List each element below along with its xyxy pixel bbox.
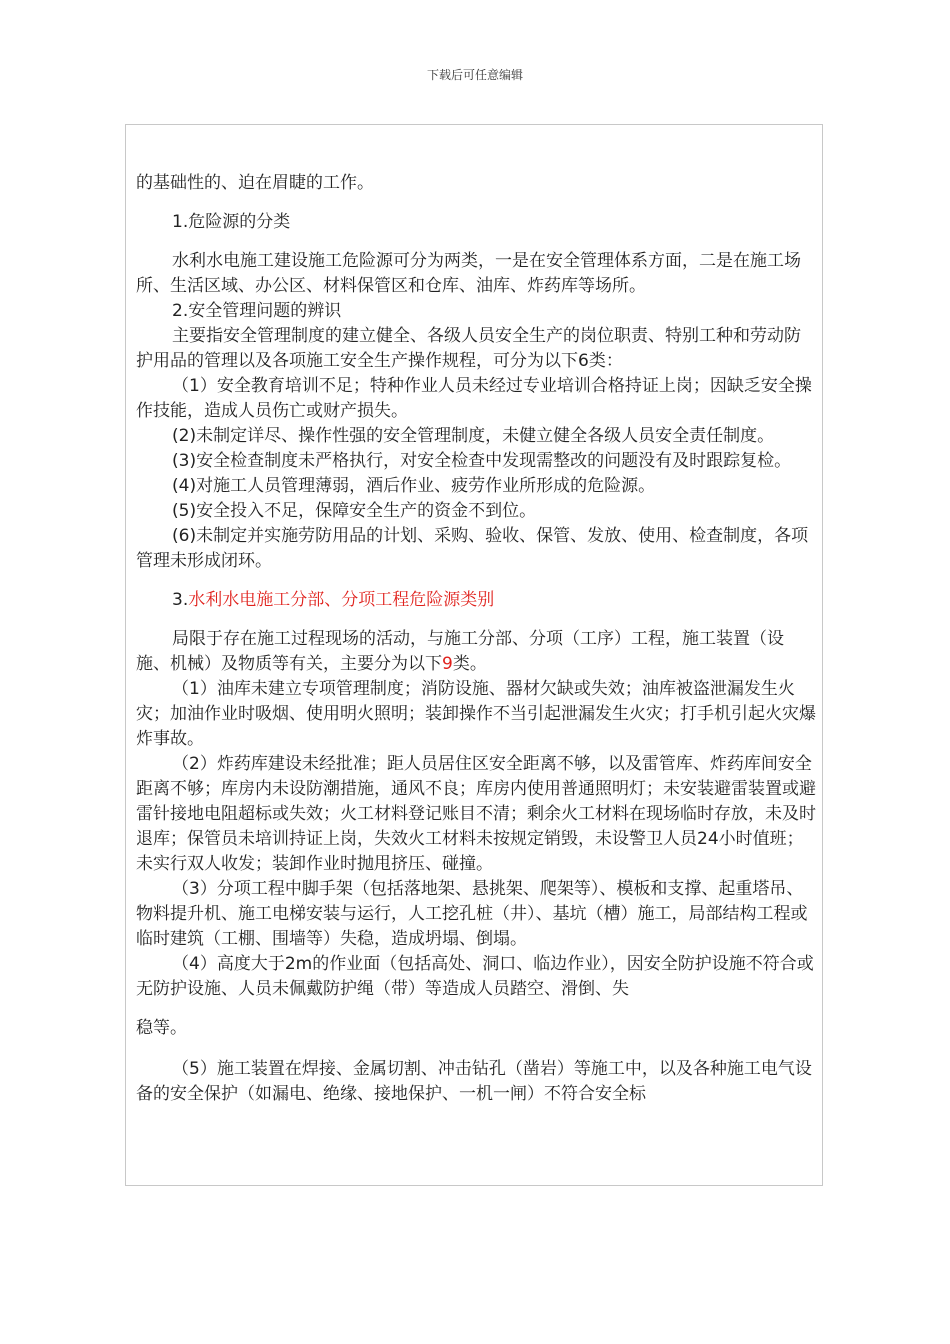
- paragraph-nine-categories: [136, 627, 816, 677]
- heading-text-red: 水利水电施工分部、分项工程危险源类别: [188, 590, 495, 610]
- paragraph-six-categories: 主要指安全管理制度的建立健全、各级人员安全生产的岗位职责、特别工种和劳动防护用品的管理以及各项施工安全生产操作规程，可分为以下6类：: [136, 326, 801, 371]
- paragraph-text-a: 局限于存在施工过程现场的活动，与施工分部、分项（工序）工程，施工装置（设施、机械）及物质等有关，主要分为以下: [136, 629, 784, 674]
- list-item-6: (6)未制定并实施劳防用品的计划、采购、验收、保管、发放、使用、检查制度，各项管理未形成闭环。: [136, 526, 809, 571]
- document-frame: [125, 124, 823, 1186]
- list-item-3: (3)安全检查制度未严格执行，对安全检查中发现需整改的问题没有及时跟踪复检。: [172, 451, 792, 471]
- category-item-4: （4）高度大于2m的作业面（包括高处、洞口、临边作业），因安全防护设施不符合或无防护设施、人员未佩戴防护绳（带）等造成人员踏空、滑倒、失: [136, 954, 814, 999]
- category-item-1: （1）油库未建立专项管理制度；消防设施、器材欠缺或失效；油库被盗泄漏发生火灾；加油作业时吸烟、使用明火照明；装卸操作不当引起泄漏发生火灾；打手机引起火灾爆炸事故。: [136, 679, 816, 749]
- list-item-5: (5)安全投入不足，保障安全生产的资金不到位。: [172, 501, 537, 521]
- list-item-2: (2)未制定详尽、操作性强的安全管理制度，未健立健全各级人员安全责任制度。: [172, 426, 775, 446]
- category-item-4-continued: 稳等。: [136, 1018, 187, 1038]
- list-item-1: （1）安全教育培训不足；特种作业人员未经过专业培训合格持证上岗；因缺乏安全操作技能，造成人员伤亡或财产损失。: [136, 376, 812, 421]
- paragraph-hazard-two-types: 水利水电施工建设施工危险源可分为两类，一是在安全管理体系方面，二是在施工场所、生活区域、办公区、材料保管区和仓库、油库、炸药库等场所。: [136, 251, 801, 296]
- category-item-2: （2）炸药库建设未经批准；距人员居住区安全距离不够，以及雷管库、炸药库间安全距离不够；库房内未设防潮措施，通风不良；库房内使用普通照明灯；未安装避雷装置或避雷针接地电阻超标或失效；火工材料登记账目不清；剩余火工材料在现场临时存放，未及时退库；保管员未培训持证上岗，失效火工材料未按规定销毁，未设警卫人员24小时值班；未实行双人收发；装卸作业时抛甩挤压、碰撞。: [136, 754, 816, 874]
- page-header: 下载后可任意编辑: [426, 68, 523, 82]
- list-item-4: (4)对施工人员管理薄弱，酒后作业、疲劳作业所形成的危险源。: [172, 476, 656, 496]
- heading-safety-management-issues: 2.安全管理问题的辨识: [172, 301, 342, 321]
- paragraph-text-b: 类。: [452, 654, 487, 674]
- paragraph-intro: 的基础性的、迫在眉睫的工作。: [136, 173, 374, 193]
- category-item-5: （5）施工装置在焊接、金属切割、冲击钻孔（凿岩）等施工中，以及各种施工电气设备的安全保护（如漏电、绝缘、接地保护、一机一闸）不符合安全标: [136, 1059, 812, 1104]
- category-item-3: （3）分项工程中脚手架（包括落地架、悬挑架、爬架等）、模板和支撑、起重塔吊、物料提升机、施工电梯安装与运行，人工挖孔桩（井）、基坑（槽）施工，局部结构工程或临时建筑（工棚、围墙等）失稳，造成坍塌、倒塌。: [136, 879, 808, 949]
- heading-project-hazard-categories: [136, 588, 816, 613]
- heading-number: 3.: [172, 590, 189, 610]
- highlight-number: 9: [442, 654, 453, 674]
- document-body: [136, 171, 816, 1107]
- heading-hazard-classification: 1.危险源的分类: [172, 212, 291, 232]
